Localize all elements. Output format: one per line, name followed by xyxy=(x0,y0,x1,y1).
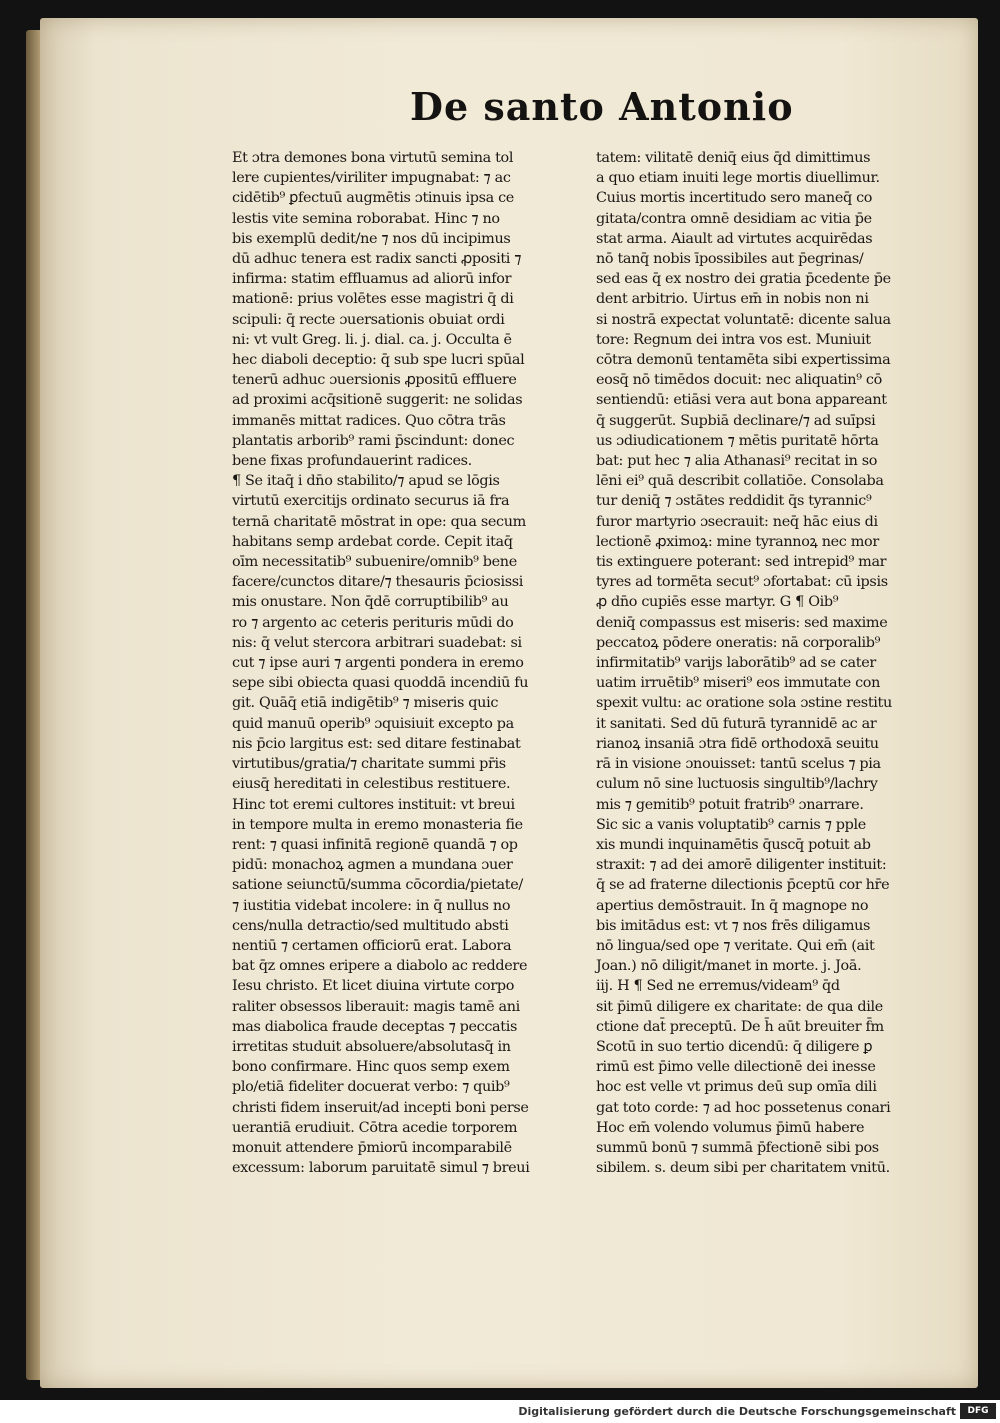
right-column-line: Sic sic a vanis voluptatib⁹ carnis ⁊ pple xyxy=(596,816,866,833)
right-column-line: q̄ suggerūt. Supbiā declinare/⁊ ad suīpsi xyxy=(596,412,876,429)
left-column-line: sepe sibi obiecta quasi quoddā incendiū fu xyxy=(232,675,529,692)
right-column-line: spexit vultu: ac oratione sola ɔstine restitu xyxy=(596,695,892,712)
left-column-line: nis: q̄ velut stercora arbitrari suadebat: si xyxy=(232,634,522,651)
left-text-column xyxy=(232,148,590,1178)
left-column-line: plo/etiā fideliter docuerat verbo: ⁊ quib⁹ xyxy=(232,1079,510,1096)
right-column-line: sed eas q̄ ex nostro dei gratia p̄cedente p̄e xyxy=(596,271,891,288)
left-column-line: pidū: monachoꝝ agmen a mundana ɔuer xyxy=(232,857,513,874)
right-column-line: tyres ad tormēta secut⁹ ɔfortabat: cū ipsis xyxy=(596,574,888,591)
right-column-line: apertius demōstrauit. In q̄ magnope no xyxy=(596,897,869,914)
left-column-line: oīm necessitatib⁹ subuenire/omnib⁹ bene xyxy=(232,554,517,571)
left-column-line: Hinc tot eremi cultores instituit: vt breui xyxy=(232,796,515,813)
right-column-line: nō tanq̄ nobis īpossibiles aut p̄egrinas/ xyxy=(596,251,864,268)
right-column-line: lectionē ꝓximoꝝ: mine tyrannoꝝ nec mor xyxy=(596,533,879,550)
left-column-line: bis exemplū dedit/ne ⁊ nos dū incipimus xyxy=(232,230,511,247)
right-column-line: q̄ se ad fraterne dilectionis p̄ceptū cor hr̄e xyxy=(596,877,890,894)
left-column-line: ¶ Se itaq̄ i dn̄o stabilito/⁊ apud se lōgis xyxy=(232,473,500,490)
left-column-line: habitans semp ardebat corde. Cepit itaq̄ xyxy=(232,533,513,550)
right-column-line: tatem: vilitatē deniq̄ eius q̄d dimittimus xyxy=(596,150,871,166)
left-column-line: in tempore multa in eremo monasteria fie xyxy=(232,816,523,833)
left-column-line: bono confirmare. Hinc quos semp exem xyxy=(232,1059,510,1076)
right-column-line: sit p̄imū diligere ex charitate: de qua dile xyxy=(596,998,883,1015)
left-column-line: cidētib⁹ ꝑfectuū augmētis ɔtinuis ipsa ce xyxy=(232,190,514,207)
left-column-line: virtutū exercitijs ordinato securus iā fra xyxy=(232,493,510,510)
left-column-line: ni: vt vult Greg. li. j. dial. ca. j. Occulta ē xyxy=(232,331,512,348)
left-column-line: lestis vite semina roborabat. Hinc ⁊ no xyxy=(232,210,500,227)
right-column-line: gat toto corde: ⁊ ad hoc possetenus conari xyxy=(596,1099,891,1116)
right-column-line: iij. H ¶ Sed ne erremus/videam⁹ q̄d xyxy=(596,978,840,995)
left-column-line: christi fidem inseruit/ad incepti boni perse xyxy=(232,1099,529,1116)
right-column-line: sentiendū: etiāsi vera aut bona appareant xyxy=(596,392,887,409)
right-column-line: dent arbitrio. Uirtus em̄ in nobis non ni xyxy=(596,291,869,308)
right-column-line: tis extinguere poterant: sed intrepid⁹ mar xyxy=(596,554,887,571)
left-column-line: uerantiā erudiuit. Cōtra acedie torporem xyxy=(232,1119,518,1136)
right-column-line: Hoc em̄ volendo volumus p̄imū habere xyxy=(596,1119,865,1136)
footer-bar xyxy=(0,1400,1000,1423)
right-column-line: culum nō sine luctuosis singultib⁹/lachry xyxy=(596,776,878,793)
left-column-line: bene fixas profundauerint radices. xyxy=(232,453,472,470)
left-column-line: excessum: laborum paruitatē simul ⁊ breui xyxy=(232,1160,530,1177)
right-column-line: rianoꝝ insaniā ɔtra fidē orthodoxā seuitu xyxy=(596,735,879,752)
right-column-line: straxit: ⁊ ad dei amorē diligenter instituit: xyxy=(596,857,887,874)
dfg-logo: DFG xyxy=(960,1403,996,1419)
right-column-line: mis ⁊ gemitib⁹ potuit fratrib⁹ ɔnarrare. xyxy=(596,796,864,813)
left-column-line: lere cupientes/viriliter impugnabat: ⁊ ac xyxy=(232,170,511,187)
left-column-line: infirma: statim effluamus ad aliorū infor xyxy=(232,271,512,288)
right-column-line: tur deniq̄ ⁊ ɔstātes reddidit q̄s tyrannic⁹ xyxy=(596,493,872,510)
right-column-line: lēni ei⁹ quā describit collatiōe. Consolaba xyxy=(596,473,884,490)
right-column-line: gitata/contra omnē desidiam ac vitia p̄e xyxy=(596,210,872,227)
left-column-line: Iesu christo. Et licet diuina virtute corpo xyxy=(232,978,515,995)
right-column-line: rimū est p̄imo velle dilectionē dei inesse xyxy=(596,1059,876,1076)
left-column-line: mas diabolica fraude deceptas ⁊ peccatis xyxy=(232,1018,517,1035)
left-column-line: virtutibus/gratia/⁊ charitate summi pr̄is xyxy=(232,756,506,773)
left-column-line: Et ɔtra demones bona virtutū semina tol xyxy=(232,150,514,166)
left-column-line: ro ⁊ argento ac ceteris perituris mūdi do xyxy=(232,614,514,631)
right-column-line: eosq̄ nō timēdos docuit: nec aliquatin⁹ cō xyxy=(596,372,882,389)
left-column-line: monuit attendere p̄miorū incomparabilē xyxy=(232,1139,512,1156)
left-column-line: nis p̄cio largitus est: sed ditare festinabat xyxy=(232,735,521,752)
right-column-line: xis mundi inquinamētis q̄uscq̄ potuit ab xyxy=(596,836,871,853)
left-column-line: immanēs mittat radices. Quo cōtra trās xyxy=(232,412,506,429)
left-column-line: cens/nulla detractio/sed multitudo absti xyxy=(232,917,509,934)
right-column-line: deniq̄ compassus est miseris: sed maxime xyxy=(596,614,888,631)
right-column-line: Joan.) nō diligit/manet in morte. j. Joā. xyxy=(596,958,862,975)
left-column-line: rent: ⁊ quasi infinitā regionē quandā ⁊ op xyxy=(232,836,518,853)
right-column-line: infirmitatib⁹ varijs laborātib⁹ ad se cater xyxy=(596,655,876,672)
right-column-line: sibilem. s. deum sibi per charitatem vnitū. xyxy=(596,1160,890,1177)
left-column-line: raliter obsessos liberauit: magis tamē ani xyxy=(232,998,520,1015)
right-column-line: Cuius mortis incertitudo sero maneq̄ co xyxy=(596,190,873,207)
left-column-line: quid manuū operib⁹ ɔquisiuit excepto pa xyxy=(232,715,514,732)
left-column-line: eiusq̄ hereditati in celestibus restituere. xyxy=(232,776,511,793)
left-column-line: dū adhuc tenera est radix sancti ꝓpositi ⁊ xyxy=(232,251,522,268)
right-column-line: si nostrā expectat voluntatē: dicente salua xyxy=(596,311,891,328)
right-column-line: tore: Regnum dei intra vos est. Muniuit xyxy=(596,331,871,348)
right-column-line: cōtra demonū tentamēta sibi expertissima xyxy=(596,352,891,369)
left-column-line: nentiū ⁊ certamen officiorū erat. Labora xyxy=(232,937,512,954)
right-column-line: us ɔdiudicationem ⁊ mētis puritatē hōrta xyxy=(596,432,879,449)
right-column-line: hoc est velle vt primus deū sup omīa dili xyxy=(596,1079,877,1096)
left-column-line: ad proximi acq̄sitionē suggerit: ne solidas xyxy=(232,392,523,409)
left-column-line: ⁊ iustitia videbat incolere: in q̄ nullus no xyxy=(232,897,511,914)
right-column-line: nō lingua/sed ope ⁊ veritate. Qui em̄ (ait xyxy=(596,937,875,954)
right-column-line: stat arma. Aiault ad virtutes acquirēdas xyxy=(596,230,873,247)
right-column-line: it sanitati. Sed dū futurā tyrannidē ac ar xyxy=(596,715,877,732)
left-column-line: irretitas studuit absoluere/absolutasq̄ in xyxy=(232,1038,511,1055)
left-column-line: git. Quāq̄ etiā indigētib⁹ ⁊ miseris quic xyxy=(232,695,499,712)
left-column-line: plantatis arborib⁹ rami p̄scindunt: donec xyxy=(232,432,515,449)
right-column-line: rā in visione ɔnouisset: tantū scelus ⁊ pia xyxy=(596,756,881,773)
right-column-line: summū bonū ⁊ summā p̄fectionē sibi pos xyxy=(596,1139,879,1156)
left-column-line: bat q̄z omnes eripere a diabolo ac reddere xyxy=(232,958,528,975)
right-column-line: ctione dat̄ preceptū. De h̄ aūt breuiter f̄m xyxy=(596,1018,884,1035)
right-column-line: Scotū in suo tertio dicendū: q̄ diligere ꝑ xyxy=(596,1038,873,1055)
right-column-line: a quo etiam inuiti lege mortis diuellimur. xyxy=(596,170,880,187)
left-column-line: mationē: prius volētes esse magistri q̄ di xyxy=(232,291,514,308)
left-column-line: ternā charitatē mōstrat in ope: qua secum xyxy=(232,513,526,530)
right-text-column xyxy=(596,148,966,1178)
left-column-line: hec diaboli deceptio: q̄ sub spe lucri spūal xyxy=(232,352,525,369)
right-column-line: ꝓ dn̄o cupiēs esse martyr. G ¶ Oib⁹ xyxy=(596,594,839,611)
funding-credit: Digitalisierung gefördert durch die Deutsche Forschungsgemeinschaft xyxy=(518,1405,956,1418)
right-column-line: furor martyrio ɔsecrauit: neq̄ hāc eius di xyxy=(596,513,878,530)
right-column-line: bat: put hec ⁊ alia Athanasi⁹ recitat in so xyxy=(596,453,878,470)
left-column-line: mis onustare. Non q̄dē corruptibilib⁹ au xyxy=(232,594,509,611)
right-column-line: uatim irruētib⁹ miseri⁹ eos immutate con xyxy=(596,675,881,692)
left-column-line: scipuli: q̄ recte ɔuersationis obuiat ordi xyxy=(232,311,505,328)
left-column-line: tenerū adhuc ɔuersionis ꝓpositū effluere xyxy=(232,372,517,389)
right-column-line: peccatoꝝ pōdere oneratis: nā corporalib⁹ xyxy=(596,634,880,651)
left-column-line: facere/cunctos ditare/⁊ thesauris p̄ciosissi xyxy=(232,574,524,591)
left-column-line: satione seiunctū/summa cōcordia/pietate/ xyxy=(232,877,523,894)
left-column-line: cut ⁊ ipse auri ⁊ argenti pondera in eremo xyxy=(232,655,524,672)
running-head: De santo Antonio xyxy=(410,84,794,129)
right-column-line: bis imitādus est: vt ⁊ nos frēs diligamus xyxy=(596,917,871,934)
